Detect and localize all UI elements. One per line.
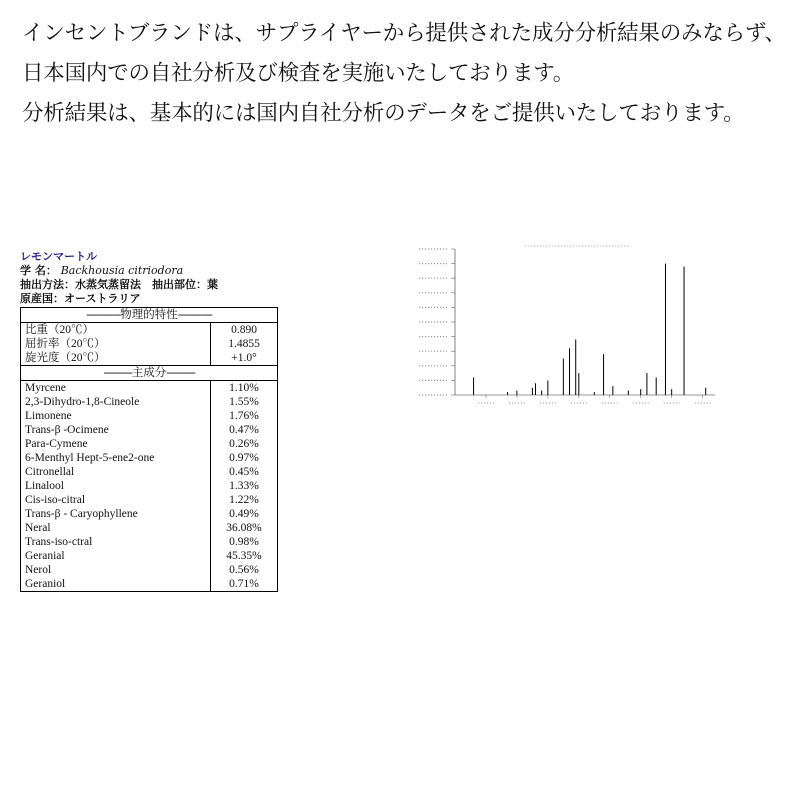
table-row	[21, 493, 278, 507]
table-row	[21, 381, 278, 396]
property-value: 1.10%	[229, 381, 259, 394]
property-value: 45.35%	[226, 549, 262, 562]
property-value: 1.55%	[229, 395, 259, 408]
property-value: 0.890	[231, 323, 257, 336]
property-value: 0.97%	[229, 451, 259, 464]
table-row	[21, 395, 278, 409]
property-name: Geranial	[21, 549, 211, 563]
property-name: Trans-β - Caryophyllene	[21, 507, 211, 521]
property-name: Citronellal	[21, 465, 211, 479]
property-value: 0.47%	[229, 423, 259, 436]
table-row	[21, 521, 278, 535]
table-row	[21, 423, 278, 437]
property-value: 0.56%	[229, 563, 259, 576]
origin-line: 原産国：オーストラリア	[20, 292, 141, 305]
table-row	[21, 465, 278, 479]
components-section-header: ----------主成分----------	[21, 366, 278, 381]
property-name: Trans-iso-ctral	[21, 535, 211, 549]
table-row	[21, 437, 278, 451]
intro-paragraph-1: インセントブランドは、サプライヤーから提供された成分分析結果のみならず、日本国内での自社分析及び検査を実施いたしております。	[22, 21, 786, 86]
property-value: 0.71%	[229, 577, 259, 590]
property-name: Geraniol	[21, 577, 211, 592]
property-name: Myrcene	[21, 381, 211, 396]
table-row	[21, 451, 278, 465]
property-name: 6-Menthyl Hept-5-ene2-one	[21, 451, 211, 465]
table-row	[21, 409, 278, 423]
table-row	[21, 507, 278, 521]
scientific-name-line	[20, 264, 290, 278]
property-value: 36.08%	[226, 521, 262, 534]
intro-paragraph-2: 分析結果は、基本的には国内自社分析のデータをご提供いたしております。	[22, 101, 745, 126]
property-name: Neral	[21, 521, 211, 535]
spec-sheet-header	[20, 250, 290, 306]
scientific-name: Backhousia citriodora	[60, 264, 184, 277]
property-value: 0.45%	[229, 465, 259, 478]
property-value: 0.26%	[229, 437, 259, 450]
property-value: 1.33%	[229, 479, 259, 492]
property-value: 1.22%	[229, 493, 259, 506]
property-name: 旋光度（20℃）	[21, 351, 211, 366]
property-value: 0.49%	[229, 507, 259, 520]
table-row	[21, 577, 278, 592]
property-name: Trans-β -Ocimene	[21, 423, 211, 437]
property-name: 屈折率（20℃）	[21, 337, 211, 351]
physical-section-header: ------------物理的特性------------	[21, 308, 278, 323]
scientific-name-label: 学 名：	[20, 264, 57, 277]
product-title: レモンマートル	[20, 250, 97, 263]
table-row	[21, 323, 278, 338]
table-row	[21, 479, 278, 493]
property-name: 2,3-Dihydro-1,8-Cineole	[21, 395, 211, 409]
property-name: 比重（20℃）	[21, 323, 211, 338]
property-name: Linalool	[21, 479, 211, 493]
table-row	[21, 549, 278, 563]
property-name: Cis-iso-citral	[21, 493, 211, 507]
table-row	[21, 351, 278, 366]
table-row	[21, 563, 278, 577]
property-name: Nerol	[21, 563, 211, 577]
property-value: 0.98%	[229, 535, 259, 548]
analysis-table	[20, 307, 278, 592]
property-value: 1.76%	[229, 409, 259, 422]
table-row	[21, 337, 278, 351]
table-row	[21, 535, 278, 549]
property-value: +1.0°	[231, 351, 257, 364]
physical-header-label: 物理的特性	[120, 308, 178, 321]
extraction-method-line: 抽出方法：水蒸気蒸留法 抽出部位：葉	[20, 278, 218, 291]
property-name: Limonene	[21, 409, 211, 423]
property-name: Para-Cymene	[21, 437, 211, 451]
property-value: 1.4855	[228, 337, 260, 350]
analysis-table-body	[21, 308, 278, 592]
components-header-label: 主成分	[131, 366, 167, 379]
intro-text	[22, 14, 792, 134]
chromatogram	[415, 243, 720, 408]
